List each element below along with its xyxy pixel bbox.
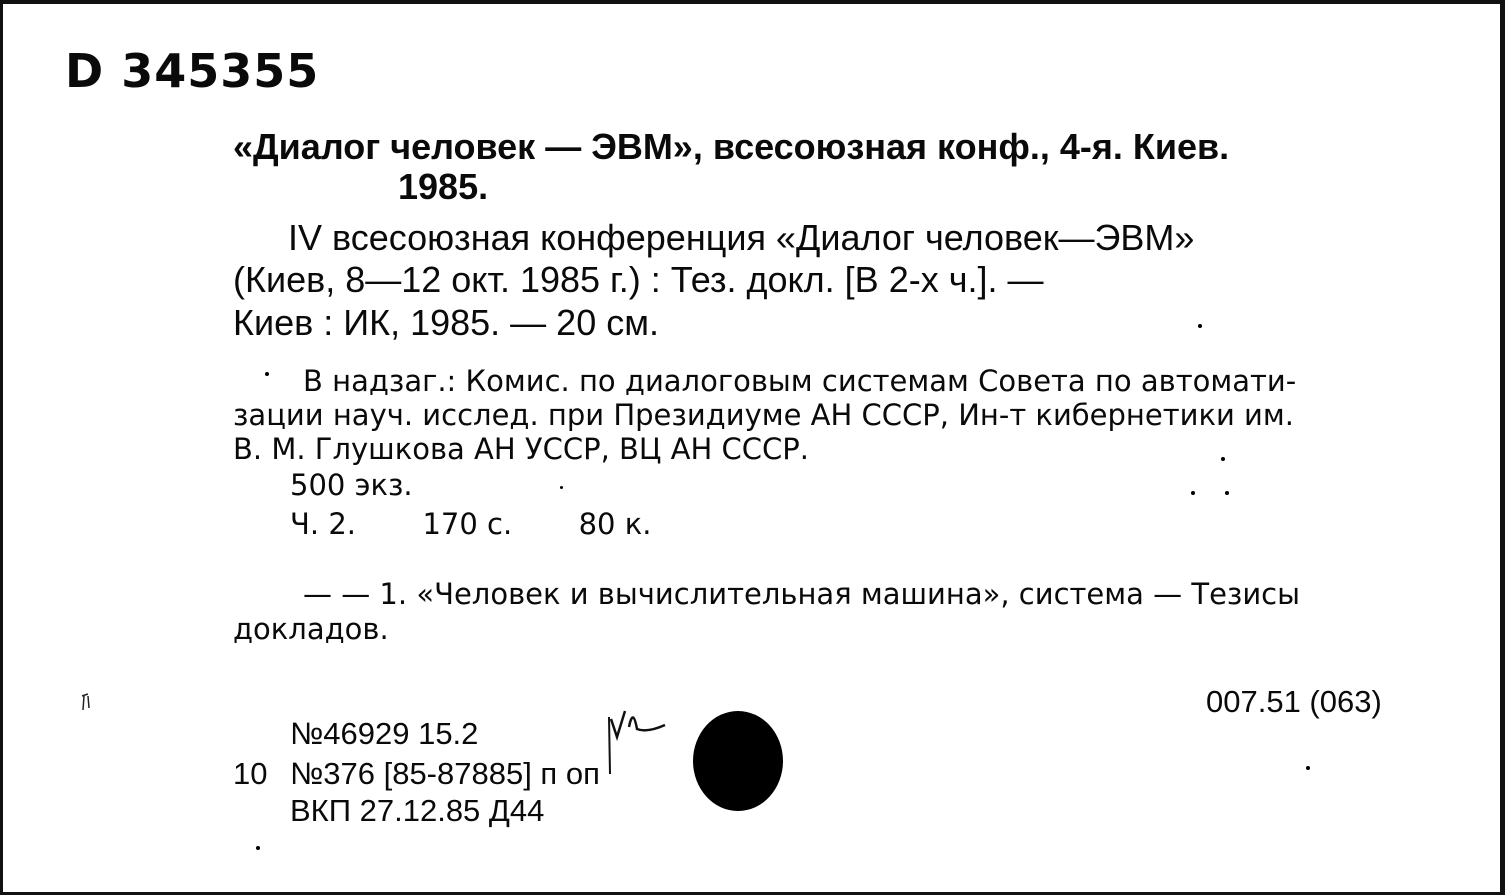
order-line-2: №376 [85-87885] п оп <box>290 756 600 791</box>
speck <box>1221 457 1225 461</box>
tracing-line-2: докладов. <box>233 612 389 646</box>
speck <box>1225 491 1229 495</box>
order-prefix: 10 <box>233 756 268 791</box>
speck <box>256 846 260 850</box>
description-line-3: Киев : ИК, 1985. — 20 см. <box>233 302 659 343</box>
speck <box>1191 491 1195 495</box>
heading-line-2: 1985. <box>398 166 489 207</box>
tracing-line-1: — — 1. «Человек и вычислительная машина», система — Тезисы <box>303 577 1301 611</box>
handwritten-mark-icon <box>603 699 678 779</box>
punched-hole-mark <box>693 711 783 811</box>
udc-code: 007.51 (063) <box>1206 684 1382 719</box>
copies: 500 экз. <box>290 468 413 502</box>
order-line-1: №46929 15.2 <box>290 716 479 751</box>
note-line-1: В надзаг.: Комис. по диалоговым системам Совета по автомати- <box>303 364 1297 398</box>
speck <box>1198 324 1202 328</box>
price-label: 80 к. <box>578 507 652 541</box>
part-label: Ч. 2. <box>290 507 356 541</box>
pages-label: 170 с. <box>422 507 513 541</box>
note-line-3: В. М. Глушкова АН УССР, ВЦ АН СССР. <box>233 432 809 466</box>
description-line-1: IV всесоюзная конференция «Диалог человек—ЭВМ» <box>288 217 1195 258</box>
volume-info <box>290 507 651 541</box>
order-line-3: ВКП 27.12.85 Д44 <box>290 793 545 828</box>
note-line-2: зации науч. исслед. при Президиуме АН СССР, Ин-т кибернетики им. <box>233 398 1294 432</box>
description-line-2: (Киев, 8—12 окт. 1985 г.) : Тез. докл. [В 2-х ч.]. — <box>233 259 1044 300</box>
catalog-number: D 345355 <box>65 44 320 98</box>
scan-mark-icon <box>78 692 94 714</box>
speck <box>265 372 269 376</box>
speck <box>560 486 563 489</box>
speck <box>1306 766 1310 770</box>
heading-line-1: «Диалог человек — ЭВМ», всесоюзная конф., 4-я. Киев. <box>233 126 1230 167</box>
